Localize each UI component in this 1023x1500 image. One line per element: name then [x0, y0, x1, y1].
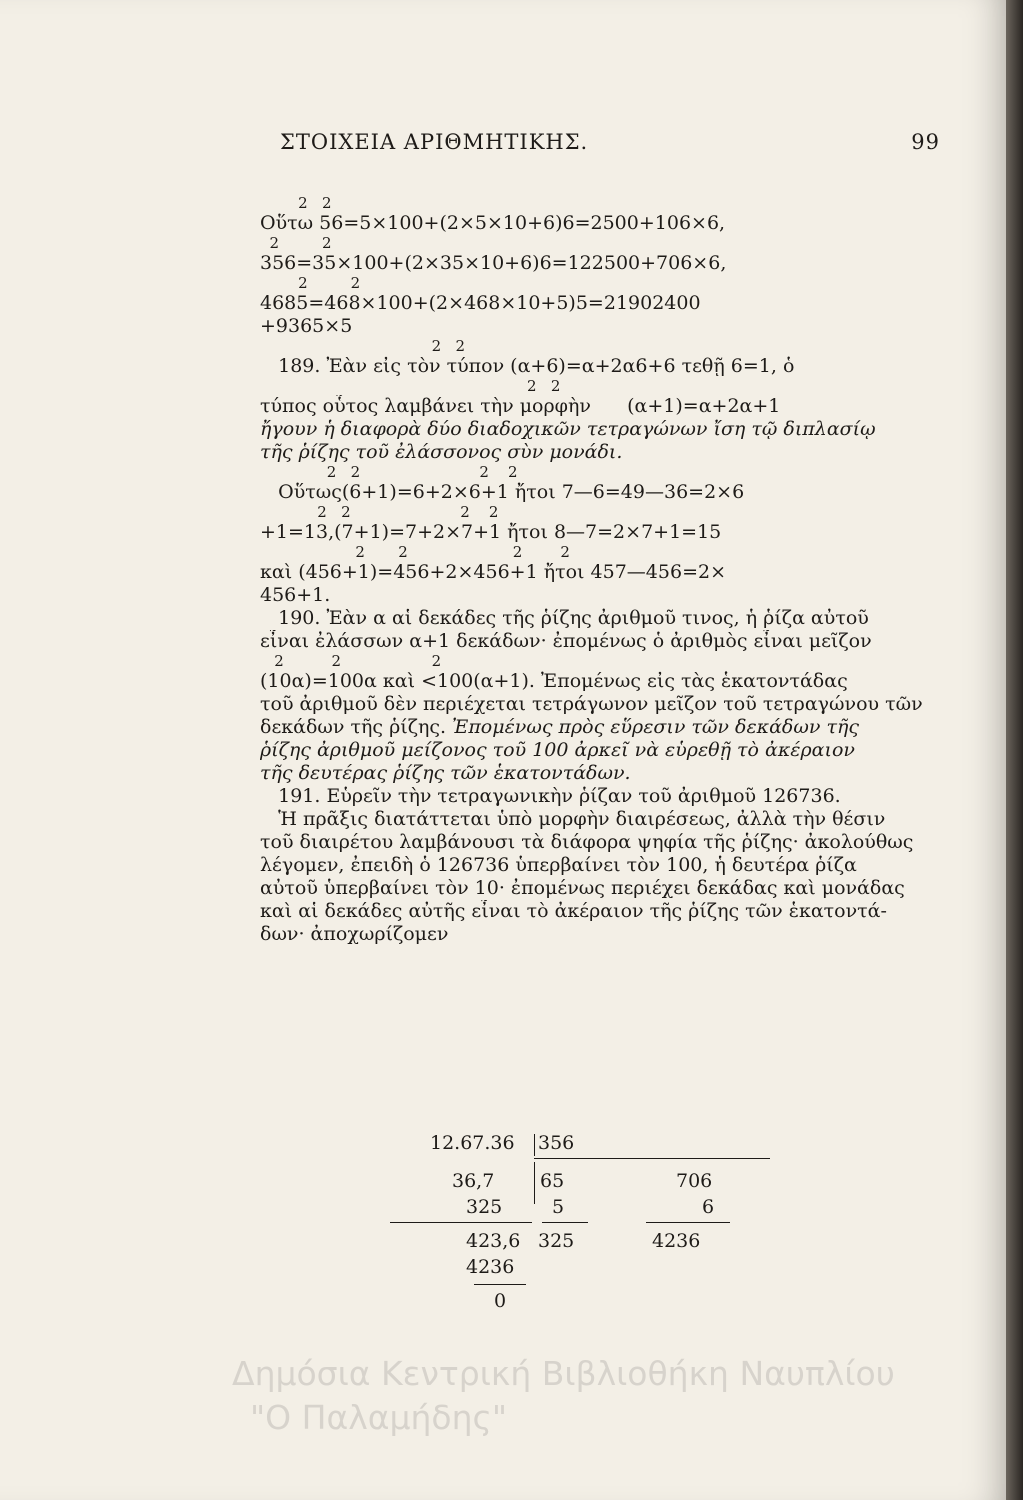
page-edge-shadow: [1006, 0, 1023, 1500]
subtrahend-1: 325: [466, 1196, 503, 1218]
text-line: τύπος οὗτος λαμβάνει τὴν μορφὴν (α+1)=α+2α+1: [260, 395, 781, 417]
text-line: δων· ἀποχωρίζομεν: [260, 923, 449, 945]
text-line: +1=13,(7+1)=7+2×7+1 ἤτοι 8—7=2×7+1=15: [260, 521, 722, 543]
trial-divisor-1: 65: [540, 1170, 565, 1192]
page-number: 99: [911, 130, 940, 154]
root-result: 356: [538, 1132, 575, 1154]
rule-right: [646, 1222, 730, 1223]
text-line: 190. Ἐὰν α αἱ δεκάδες τῆς ῥίζης ἀριθμοῦ τινος, ἡ ῥίζα αὐτοῦ: [260, 607, 869, 629]
text-line: καὶ (456+1)=456+2×456+1 ἤτοι 457—456=2×: [260, 561, 727, 583]
remainder-1: 36,7: [452, 1170, 495, 1192]
text-line: καὶ αἱ δεκάδες αὐτῆς εἶναι τὸ ἀκέραιον τῆς ῥίζης τῶν ἑκατοντά-: [260, 900, 887, 922]
italic-line: τῆς ῥίζης τοῦ ἐλάσσονος σὺν μονάδι.: [260, 441, 623, 463]
text-line: Οὕτω 56=5×100+(2×5×10+6)6=2500+106×6,: [260, 212, 726, 234]
digit-2: 6: [702, 1196, 715, 1218]
text-line: 456+1.: [260, 584, 331, 606]
remainder-2: 423,6: [466, 1230, 521, 1252]
superscript-line: 2 2 2 2: [260, 543, 570, 561]
superscript-line: 2 2 2 2: [260, 503, 499, 521]
radicand: 12.67.36: [430, 1132, 515, 1154]
rule-2: [474, 1284, 526, 1285]
italic-line: ἤγουν ἡ διαφορὰ δύο διαδοχικῶν τετραγώνων ἴση τῷ διπλασίῳ: [260, 418, 876, 440]
text-line: λέγομεν, ἐπειδὴ ὁ 126736 ὑπερβαίνει τὸν 100, ἡ δευτέρα ῥίζα: [260, 854, 857, 876]
superscript-line: 2 2: [260, 337, 466, 355]
watermark-line-1: Δημόσια Κεντρική Βιβλιοθήκη Ναυπλίου: [232, 1354, 895, 1393]
digit-1: 5: [552, 1196, 565, 1218]
text-line: Οὕτως(6+1)=6+2×6+1 ἤτοι 7—6=49—36=2×6: [260, 481, 745, 503]
text-line: [260, 716, 950, 739]
text-line: εἶναι ἐλάσσων α+1 δεκάδων· ἐπομένως ὁ ἀριθμὸς εἶναι μεῖζον: [260, 630, 872, 652]
superscript-line: 2 2 2 2: [260, 463, 518, 481]
square-root-layout: [430, 1132, 770, 1342]
text-line: 191. Εὑρεῖν τὴν τετραγωνικὴν ῥίζαν τοῦ ἀριθμοῦ 126736.: [260, 785, 841, 807]
text-body: [260, 195, 950, 946]
rule-mid: [542, 1222, 588, 1223]
italic-line: ῥίζης ἀριθμοῦ μείζονος τοῦ 100 ἀρκεῖ νὰ εὑρεθῇ τὸ ἀκέραιον: [260, 739, 855, 761]
superscript-line: 2 2: [260, 234, 332, 252]
subtrahend-2: 4236: [466, 1256, 515, 1278]
text-line: 189. Ἐὰν εἰς τὸν τύπον (α+6)=α+2α6+6 τεθῇ 6=1, ὁ: [260, 355, 795, 377]
text-line: 4685=468×100+(2×468×10+5)5=21902400: [260, 292, 701, 314]
text-line: (10α)=100α καὶ <100(α+1). Ἐπομένως εἰς τὰς ἑκατοντάδας: [260, 670, 848, 692]
watermark-line-2: "Ο Παλαμήδης": [250, 1398, 508, 1437]
text-line: τοῦ ἀριθμοῦ δὲν περιέχεται τετράγωνον μεῖζον τοῦ τετραγώνου τῶν: [260, 693, 923, 715]
text-line: 356=35×100+(2×35×10+6)6=122500+706×6,: [260, 252, 727, 274]
text-span: δεκάδων τῆς ῥίζης.: [260, 716, 453, 738]
superscript-line: 2 2 2: [260, 652, 442, 670]
text-line: τοῦ διαιρέτου λαμβάνουσι τὰ διάφορα ψηφία τῆς ῥίζης· ἀκολούθως: [260, 831, 914, 853]
root-underline: [534, 1158, 770, 1159]
trial-divisor-2: 706: [676, 1170, 713, 1192]
product-2: 4236: [652, 1230, 701, 1252]
superscript-line: 2 2: [260, 194, 332, 212]
italic-line: τῆς δευτέρας ῥίζης τῶν ἑκατοντάδων.: [260, 762, 631, 784]
divider-vertical-top: [534, 1134, 535, 1156]
superscript-line: 2 2: [260, 274, 361, 292]
text-line: Ἡ πρᾶξις διατάττεται ὑπὸ μορφὴν διαιρέσεως, ἀλλὰ τὴν θέσιν: [260, 808, 886, 830]
italic-span: Ἐπομένως πρὸς εὕρεσιν τῶν δεκάδων τῆς: [452, 716, 859, 738]
rule-1: [390, 1222, 532, 1223]
running-head: ΣΤΟΙΧΕΙΑ ΑΡΙΘΜΗΤΙΚΗΣ.: [280, 130, 589, 154]
final-remainder: 0: [494, 1290, 507, 1312]
divider-vertical: [534, 1162, 535, 1204]
text-line: αὐτοῦ ὑπερβαίνει τὸν 10· ἐπομένως περιέχει δεκάδας καὶ μονάδας: [260, 877, 905, 899]
library-watermark: [232, 1352, 992, 1440]
text-line: +9365×5: [260, 315, 353, 337]
product-1: 325: [538, 1230, 575, 1252]
superscript-line: 2 2: [260, 377, 561, 395]
